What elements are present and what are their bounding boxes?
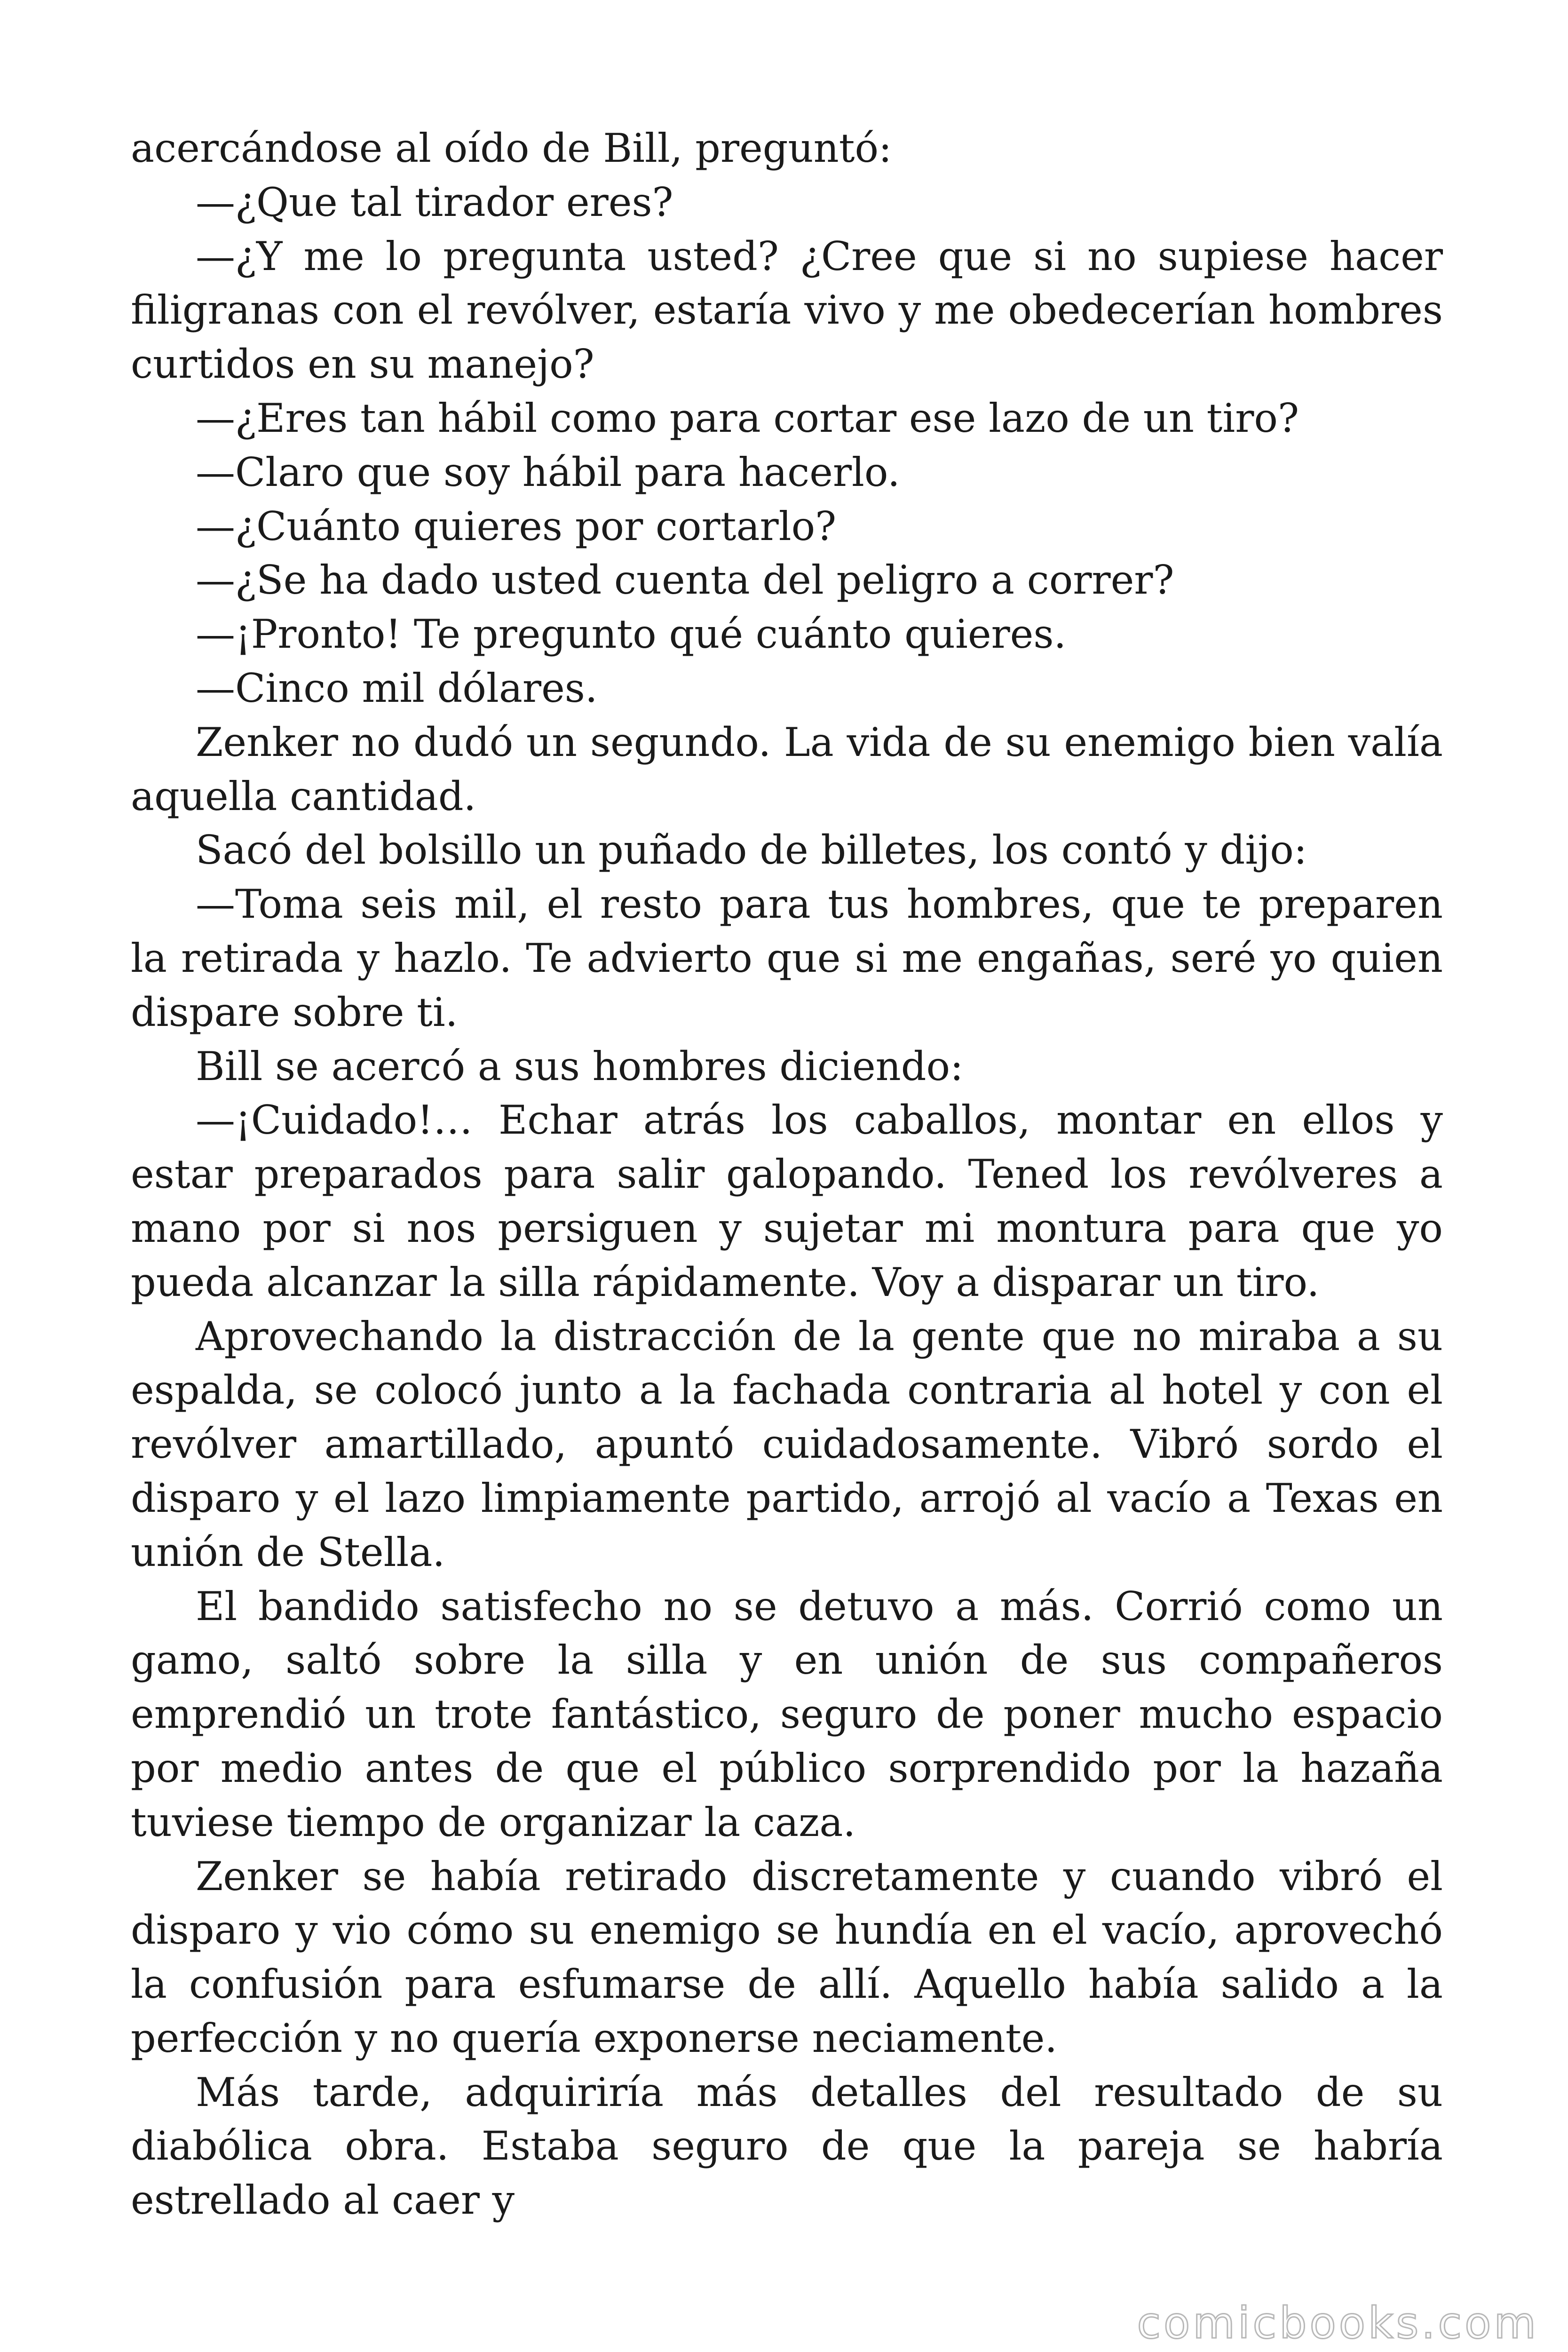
paragraph: El bandido satisfecho no se detuvo a más. Corrió como un gamo, saltó sobre la silla y en unión de sus compañeros emprendió un trote fantástico, seguro de poner mucho espacio por medio antes de que el público sorprendido por la hazaña tuviese tiempo de organizar la caza. — [131, 1583, 1443, 1845]
paragraph: acercándose al oído de Bill, preguntó: — [131, 125, 892, 171]
paragraph: Aprovechando la distracción de la gente que no miraba a su espalda, se colocó junto a la fachada contraria al hotel y con el revólver amartillado, apuntó cuidadosamente. Vibró sordo el disparo y el lazo limpiamente partido, arrojó al vacío a Texas en unión de Stella. — [131, 1313, 1443, 1575]
paragraph: —Cinco mil dólares. — [196, 665, 598, 711]
paragraph: —Toma seis mil, el resto para tus hombres, que te preparen la retirada y hazlo. Te advierto que si me engañas, seré yo quien dispare sobre ti. — [131, 881, 1443, 1035]
paragraph: Zenker se había retirado discretamente y cuando vibró el disparo y vio cómo su enemigo se hundía en el vacío, aprovechó la confusión para esfumarse de allí. Aquello había salido a la perfección y no quería exponerse neciamente. — [131, 1853, 1443, 2061]
paragraph: Bill se acercó a sus hombres diciendo: — [196, 1043, 964, 1089]
paragraph: —¿Eres tan hábil como para cortar ese lazo de un tiro? — [196, 395, 1299, 441]
paragraph: Zenker no dudó un segundo. La vida de su enemigo bien valía aquella cantidad. — [131, 719, 1443, 819]
paragraph: —¿Y me lo pregunta usted? ¿Cree que si no supiese hacer filigranas con el revólver, estaría vivo y me obedecerían hombres curtidos en su manejo? — [131, 233, 1443, 388]
paragraph: —¡Cuidado!… Echar atrás los caballos, montar en ellos y estar preparados para salir galopando. Tened los revólveres a mano por si nos persiguen y sujetar mi montura para que yo pueda alcanzar la silla rápidamente. Voy a disparar un tiro. — [131, 1097, 1443, 1305]
paragraph: —¿Se ha dado usted cuenta del peligro a correr? — [196, 557, 1174, 604]
paragraph: Sacó del bolsillo un puñado de billetes, los contó y dijo: — [196, 827, 1307, 874]
watermark: comicbooks.com — [1137, 2298, 1539, 2348]
page-body-text — [131, 121, 1443, 2227]
paragraph: —¡Pronto! Te pregunto qué cuánto quieres. — [196, 611, 1067, 658]
paragraph: —¿Cuánto quieres por cortarlo? — [196, 503, 837, 549]
paragraph: —Claro que soy hábil para hacerlo. — [196, 449, 900, 495]
paragraph: —¿Que tal tirador eres? — [196, 179, 673, 225]
paragraph: Más tarde, adquiriría más detalles del resultado de su diabólica obra. Estaba seguro de que la pareja se habría estrellado al caer y — [131, 2069, 1443, 2224]
